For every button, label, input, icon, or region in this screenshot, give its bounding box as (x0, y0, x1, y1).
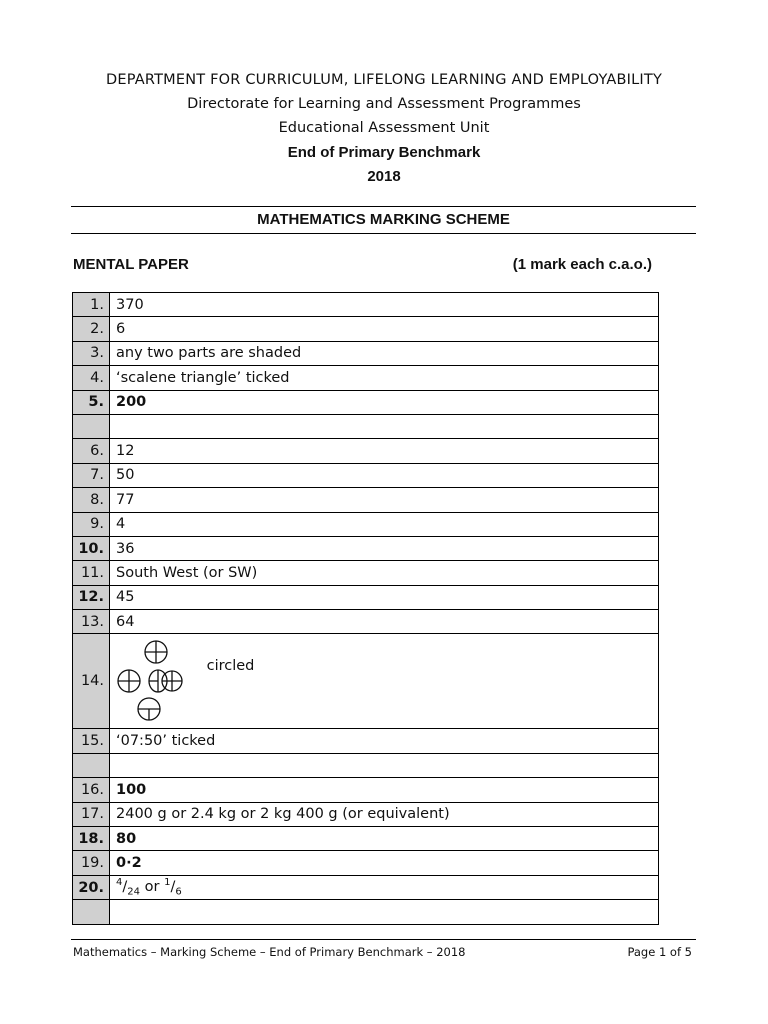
scheme-title: MATHEMATICS MARKING SCHEME (257, 211, 510, 228)
question-number: 8. (73, 488, 110, 512)
question-number: 17. (73, 802, 110, 826)
answer-cell: 0·2 (110, 851, 659, 875)
table-row (73, 439, 659, 463)
answer-text: circled (206, 658, 255, 675)
question-number: 6. (73, 439, 110, 463)
spacer-number-cell (73, 753, 110, 777)
answer-cell (110, 634, 659, 729)
answer-cell: 6 (110, 317, 659, 341)
spacer-answer-cell (110, 900, 659, 924)
top-rule (71, 206, 696, 207)
question-number: 12. (73, 585, 110, 609)
circled-shapes-icon (116, 638, 196, 724)
table-row (73, 634, 659, 729)
question-number: 10. (73, 536, 110, 560)
answer-cell: 45 (110, 585, 659, 609)
spacer-row (73, 753, 659, 777)
table-row (73, 536, 659, 560)
answer-cell: 12 (110, 439, 659, 463)
table-row (73, 802, 659, 826)
question-number: 1. (73, 293, 110, 317)
answer-cell: any two parts are shaded (110, 341, 659, 365)
table-row (73, 463, 659, 487)
fraction-b-numerator: 1 (164, 877, 171, 889)
spacer-number-cell (73, 414, 110, 438)
table-row (73, 317, 659, 341)
question-number: 16. (73, 778, 110, 802)
table-row (73, 341, 659, 365)
department-heading: DEPARTMENT FOR CURRICULUM, LIFELONG LEARNING AND EMPLOYABILITY (105, 72, 662, 88)
question-number: 11. (73, 561, 110, 585)
answer-cell: 77 (110, 488, 659, 512)
page-number: Page 1 of 5 (627, 945, 692, 959)
answer-cell: 80 (110, 827, 659, 851)
answer-cell: ‘07:50’ ticked (110, 729, 659, 753)
table-row (73, 561, 659, 585)
question-number: 14. (73, 634, 110, 729)
answer-cell: 50 (110, 463, 659, 487)
question-number: 18. (73, 827, 110, 851)
answer-cell: 36 (110, 536, 659, 560)
footer-title: Mathematics – Marking Scheme – End of Primary Benchmark – 2018 (73, 945, 466, 959)
table-row (73, 827, 659, 851)
table-row (73, 512, 659, 536)
answer-cell: 4 (110, 512, 659, 536)
fraction-b-denominator: 6 (175, 886, 182, 898)
exam-title: End of Primary Benchmark (287, 144, 481, 161)
table-row (73, 851, 659, 875)
question-number: 19. (73, 851, 110, 875)
table-row (73, 778, 659, 802)
table-row (73, 610, 659, 634)
unit-heading: Educational Assessment Unit (278, 120, 490, 136)
answer-cell: 64 (110, 610, 659, 634)
answer-cell: $^4/_{24}$ or $^1/_6$ (110, 875, 659, 899)
spacer-answer-cell (110, 753, 659, 777)
answer-table (72, 292, 659, 925)
answer-cell: 2400 g or 2.4 kg or 2 kg 400 g (or equivalent) (110, 802, 659, 826)
answer-cell: 370 (110, 293, 659, 317)
question-number: 13. (73, 610, 110, 634)
footer-rule (71, 939, 696, 940)
title-rule (71, 233, 696, 234)
spacer-number-cell (73, 900, 110, 924)
answer-cell: South West (or SW) (110, 561, 659, 585)
marks-note: (1 mark each c.a.o.) (512, 256, 652, 273)
spacer-answer-cell (110, 414, 659, 438)
spacer-row (73, 414, 659, 438)
question-number: 9. (73, 512, 110, 536)
fraction-separator: or (144, 878, 160, 895)
question-number: 5. (73, 390, 110, 414)
directorate-heading: Directorate for Learning and Assessment Programmes (187, 96, 581, 112)
fraction-a-numerator: 4 (116, 877, 123, 889)
table-row (73, 390, 659, 414)
question-number: 7. (73, 463, 110, 487)
table-row (73, 875, 659, 899)
answer-cell: 200 (110, 390, 659, 414)
fraction-a-denominator: 24 (127, 886, 140, 898)
spacer-row (73, 900, 659, 924)
table-row (73, 366, 659, 390)
paper-label: MENTAL PAPER (73, 256, 189, 273)
table-row (73, 488, 659, 512)
question-number: 15. (73, 729, 110, 753)
exam-year: 2018 (367, 168, 401, 185)
table-row (73, 293, 659, 317)
question-number: 2. (73, 317, 110, 341)
question-number: 3. (73, 341, 110, 365)
table-row (73, 585, 659, 609)
answer-cell: 100 (110, 778, 659, 802)
question-number: 20. (73, 875, 110, 899)
table-row (73, 729, 659, 753)
question-number: 4. (73, 366, 110, 390)
answer-cell: ‘scalene triangle’ ticked (110, 366, 659, 390)
